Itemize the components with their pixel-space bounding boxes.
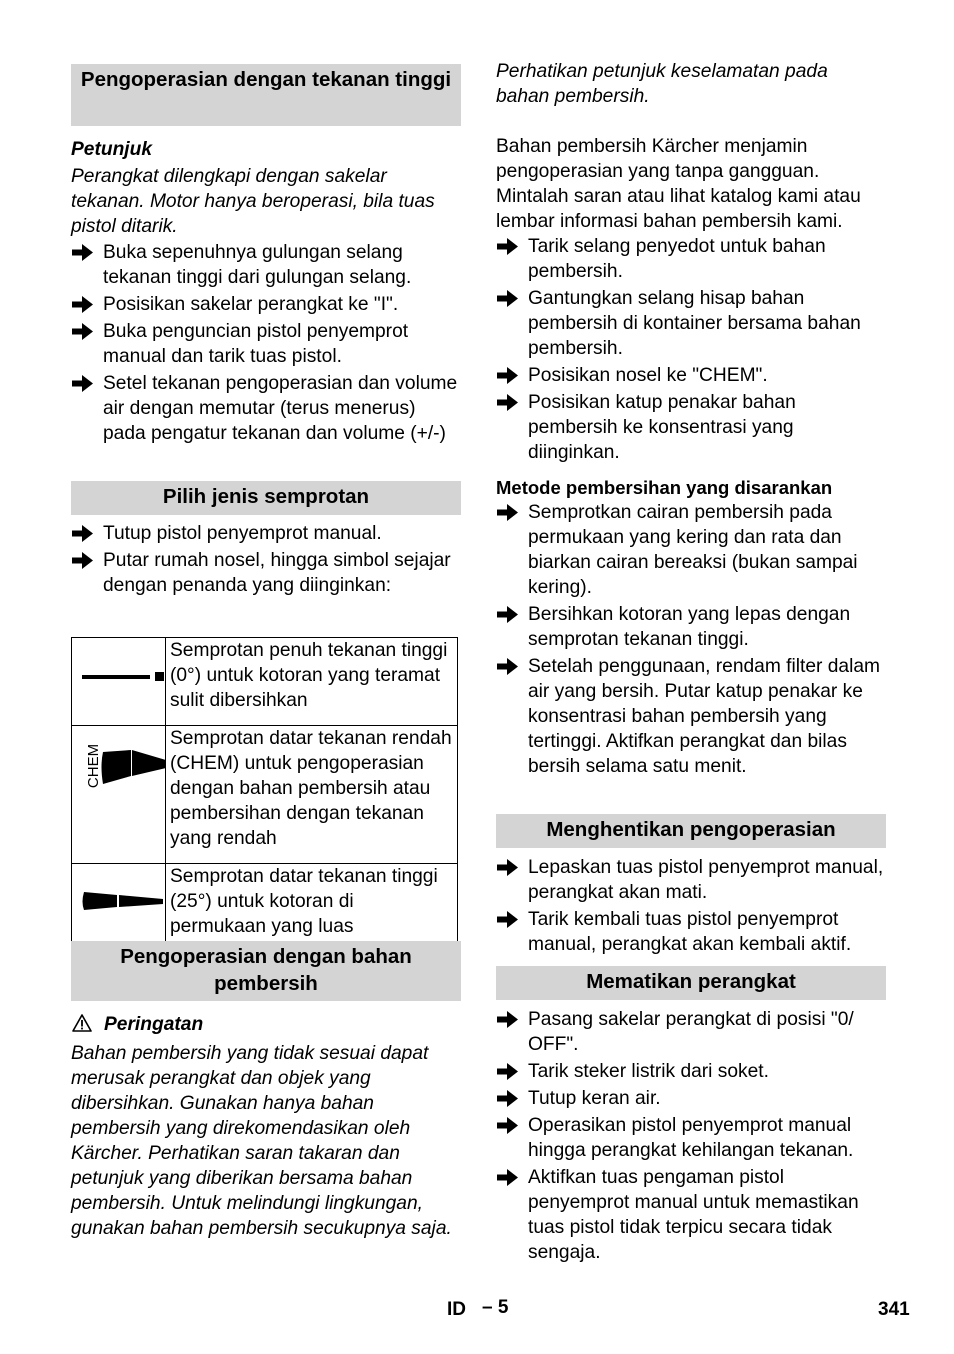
- arrow-icon: [72, 552, 94, 569]
- section-title-shutdown: Mematikan perangkat: [496, 966, 886, 1000]
- list-item: Tarik steker listrik dari soket.: [496, 1059, 886, 1084]
- symbol-cell: [72, 726, 166, 864]
- note-title: Petunjuk: [71, 139, 153, 160]
- spray-description: Semprotan datar tekanan tinggi (25°) untuk kotoran di permukaan yang luas: [166, 864, 458, 952]
- list-item: Setelah penggunaan, rendam filter dalam air yang bersih. Putar katup penakar ke konsentrasi bahan pembersih yang tertinggi. Aktifkan perangkat dan bilas bersih selama satu menit.: [496, 654, 886, 779]
- section-title-stop-operation: Menghentikan pengoperasian: [496, 814, 886, 848]
- list-item: Tarik selang penyedot untuk bahan pembersih.: [496, 234, 886, 284]
- list-item: Tutup pistol penyemprot manual.: [71, 521, 461, 546]
- arrow-icon: [497, 606, 519, 623]
- arrow-icon: [497, 1011, 519, 1028]
- list-item: Gantungkan selang hisap bahan pembersih di kontainer bersama bahan pembersih.: [496, 286, 886, 361]
- list-item: Putar rumah nosel, hingga simbol sejajar dengan penanda yang diinginkan:: [71, 548, 461, 598]
- method-title: Metode pembersihan yang disarankan: [496, 477, 833, 498]
- warning-text: Bahan pembersih yang tidak sesuai dapat merusak perangkat dan objek yang dibersihkan. Gunakan hanya bahan pembersih yang direkomendasikan oleh Kärcher. Perhatikan saran takaran dan petunjuk yang diberikan bersama bahan pembersih. Untuk melindungi lingkungan, gunakan bahan pembersih secukupnya saja.: [71, 1043, 452, 1239]
- arrow-icon: [497, 1117, 519, 1134]
- symbol-cell: [72, 638, 166, 726]
- arrow-icon: [72, 244, 94, 261]
- warning-triangle-icon: [72, 1014, 92, 1032]
- symbol-cell: [72, 864, 166, 952]
- footer-local-page: – 5: [482, 1297, 509, 1318]
- steps-cleaning-agent: [496, 234, 886, 465]
- table-row: [72, 864, 458, 952]
- list-item: Posisikan katup penakar bahan pembersih ke konsentrasi yang diinginkan.: [496, 390, 886, 465]
- arrow-icon: [497, 1063, 519, 1080]
- arrow-icon: [497, 394, 519, 411]
- spray-type-table: [71, 637, 458, 952]
- list-item: Posisikan sakelar perangkat ke "I".: [71, 292, 461, 317]
- arrow-icon: [497, 290, 519, 307]
- steps-spray-type: [71, 521, 461, 598]
- steps-stop-operation: [496, 855, 886, 957]
- arrow-icon: [497, 911, 519, 928]
- list-item: Bersihkan kotoran yang lepas dengan semprotan tekanan tinggi.: [496, 602, 886, 652]
- list-item: Semprotkan cairan pembersih pada permukaan yang kering dan rata dan biarkan cairan bereaksi (bukan sampai kering).: [496, 500, 886, 600]
- arrow-icon: [497, 1169, 519, 1186]
- intro-text: Bahan pembersih Kärcher menjamin pengoperasian yang tanpa gangguan. Mintalah saran atau lihat katalog kami atau lembar informasi bahan pembersih kami.: [496, 136, 861, 232]
- section-title-cleaning-agent: Pengoperasian dengan bahan pembersih: [71, 941, 461, 1001]
- chem-flat-jet-icon: [72, 726, 165, 856]
- footer-page-number: 341: [878, 1299, 910, 1320]
- spray-description: Semprotan datar tekanan rendah (CHEM) untuk pengoperasian dengan bahan pembersih atau pembersihan dengan tekanan yang rendah: [166, 726, 458, 864]
- warning-title: Peringatan: [104, 1014, 204, 1035]
- list-item: Buka sepenuhnya gulungan selang tekanan tinggi dari gulungan selang.: [71, 240, 461, 290]
- warning-heading: [71, 1012, 461, 1037]
- table-row: [72, 726, 458, 864]
- high-pressure-flat-jet-icon: [72, 864, 165, 944]
- list-item: Posisikan nosel ke "CHEM".: [496, 363, 886, 388]
- list-item: Pasang sakelar perangkat di posisi "0/ OFF".: [496, 1007, 886, 1057]
- arrow-icon: [497, 1090, 519, 1107]
- arrow-icon: [497, 859, 519, 876]
- arrow-icon: [497, 504, 519, 521]
- table-row: [72, 638, 458, 726]
- safety-note: Perhatikan petunjuk keselamatan pada bahan pembersih.: [496, 61, 828, 107]
- section-title-high-pressure: Pengoperasian dengan tekanan tinggi: [71, 64, 461, 126]
- steps-cleaning-method: [496, 500, 886, 779]
- list-item: Tutup keran air.: [496, 1086, 886, 1111]
- note-text: Perangkat dilengkapi dengan sakelar tekanan. Motor hanya beroperasi, bila tuas pistol ditarik.: [71, 166, 435, 237]
- list-item: Setel tekanan pengoperasian dan volume air dengan memutar (terus menerus) pada pengatur tekanan dan volume (+/-): [71, 371, 461, 446]
- list-item: Lepaskan tuas pistol penyemprot manual, perangkat akan mati.: [496, 855, 886, 905]
- spray-description: Semprotan penuh tekanan tinggi (0°) untuk kotoran yang teramat sulit dibersihkan: [166, 638, 458, 726]
- steps-high-pressure: [71, 240, 461, 446]
- high-pressure-point-jet-icon: [72, 638, 165, 718]
- arrow-icon: [497, 367, 519, 384]
- chem-label: CHEM: [84, 743, 102, 789]
- steps-shutdown: [496, 1007, 886, 1265]
- arrow-icon: [497, 658, 519, 675]
- arrow-icon: [72, 296, 94, 313]
- arrow-icon: [72, 375, 94, 392]
- arrow-icon: [497, 238, 519, 255]
- footer-language: ID: [447, 1299, 466, 1320]
- list-item: Tarik kembali tuas pistol penyemprot manual, perangkat akan kembali aktif.: [496, 907, 886, 957]
- list-item: Aktifkan tuas pengaman pistol penyemprot manual untuk memastikan tuas pistol tidak terpicu secara tidak sengaja.: [496, 1165, 886, 1265]
- list-item: Operasikan pistol penyemprot manual hingga perangkat kehilangan tekanan.: [496, 1113, 886, 1163]
- arrow-icon: [72, 525, 94, 542]
- section-title-spray-type: Pilih jenis semprotan: [71, 481, 461, 515]
- arrow-icon: [72, 323, 94, 340]
- list-item: Buka penguncian pistol penyemprot manual dan tarik tuas pistol.: [71, 319, 461, 369]
